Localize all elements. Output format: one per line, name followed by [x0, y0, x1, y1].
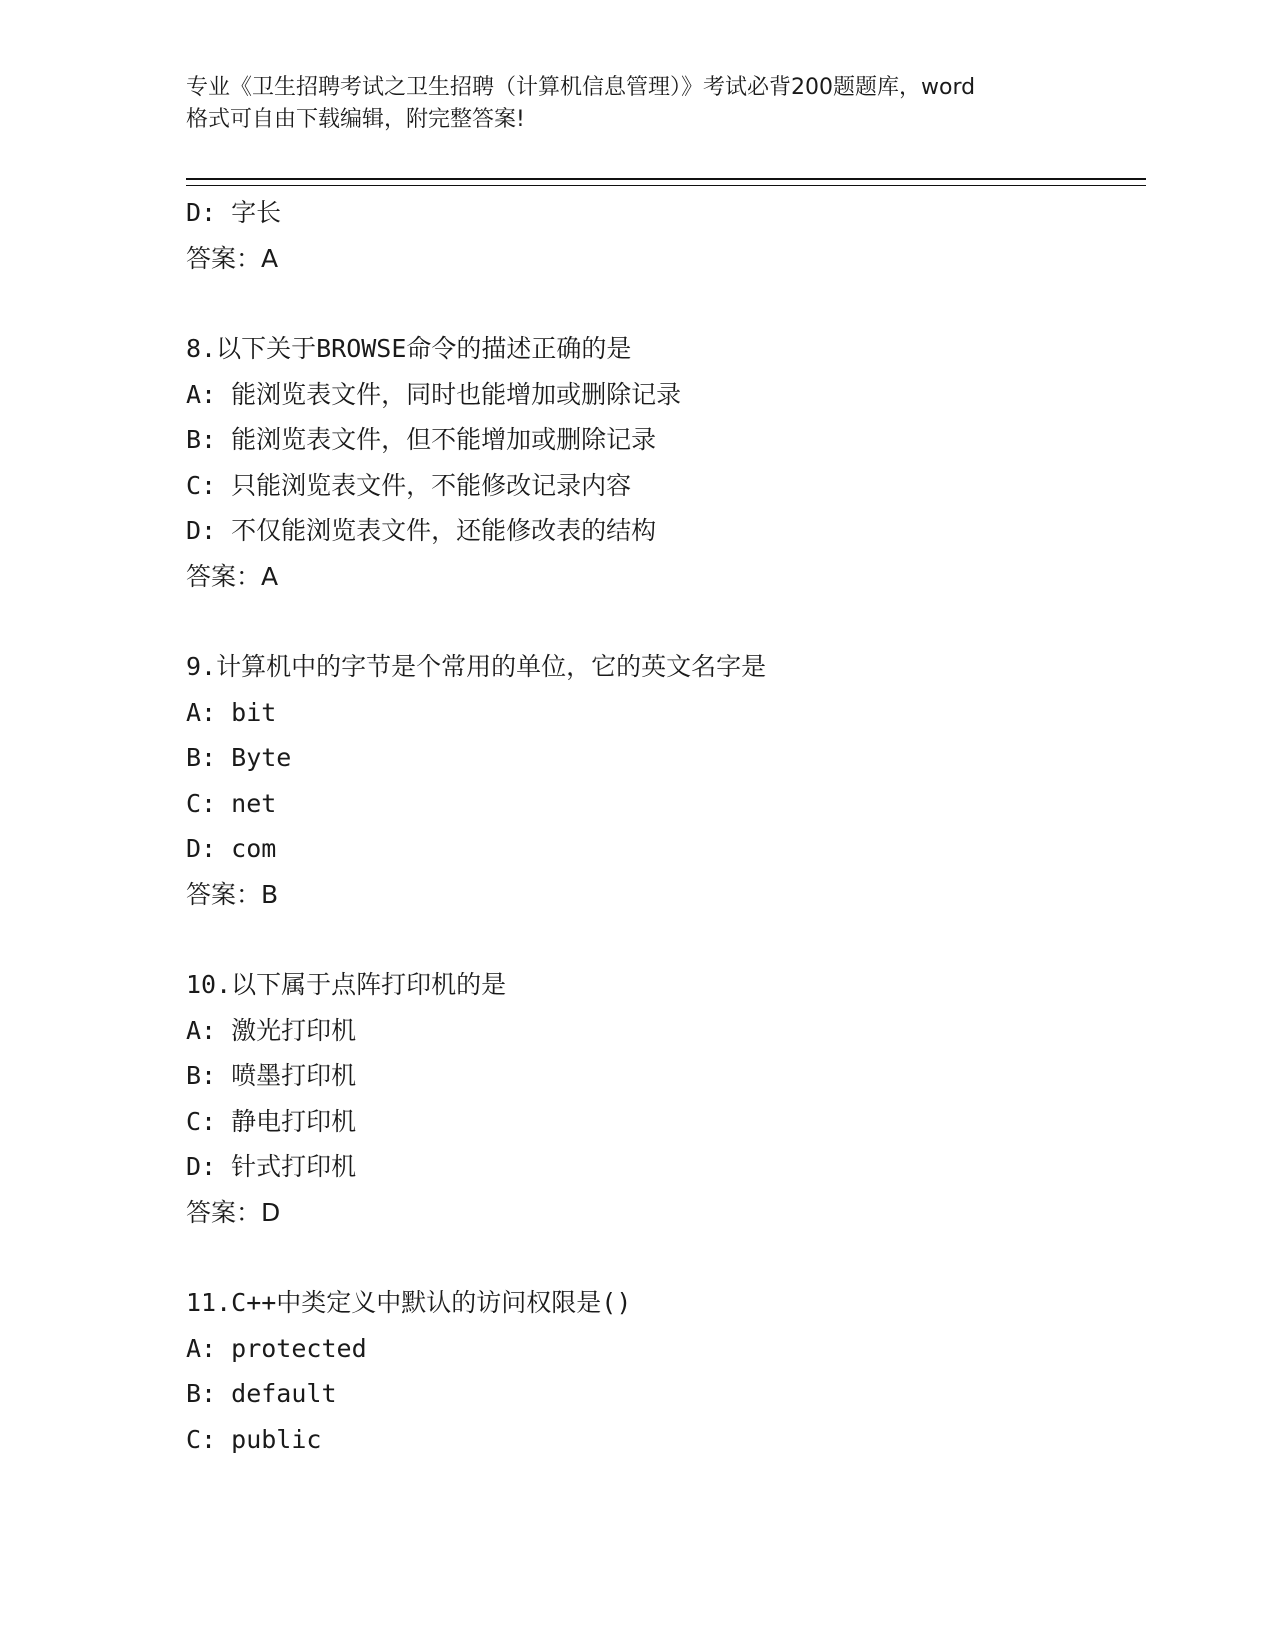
document-header	[186, 72, 1086, 136]
answer-line: 答案：A	[186, 243, 279, 273]
option-b: B: 能浏览表文件，但不能增加或删除记录	[186, 425, 657, 454]
question-content	[186, 190, 1146, 1462]
question-text: 8.以下关于BROWSE命令的描述正确的是	[186, 334, 632, 363]
option-c: C: public	[186, 1424, 322, 1454]
header-line-2: 格式可自由下载编辑，附完整答案!	[186, 107, 525, 132]
option-d: D: 字长	[186, 198, 282, 227]
answer-line: 答案：A	[186, 561, 279, 591]
option-c: C: 静电打印机	[186, 1106, 357, 1136]
question-text: 9.计算机中的字节是个常用的单位，它的英文名字是	[186, 652, 767, 681]
question-9	[186, 644, 1146, 917]
option-a: A: 能浏览表文件，同时也能增加或删除记录	[186, 379, 682, 409]
question-8	[186, 326, 1146, 599]
option-c: C: net	[186, 788, 277, 818]
answer-line: 答案：D	[186, 1197, 281, 1227]
question-text: 10.以下属于点阵打印机的是	[186, 970, 507, 999]
option-a: A: bit	[186, 697, 277, 727]
option-a: A: protected	[186, 1333, 367, 1363]
header-divider	[186, 178, 1146, 186]
partial-question	[186, 190, 1146, 281]
option-d: D: com	[186, 834, 277, 863]
answer-line: 答案：B	[186, 879, 279, 909]
option-b: B: default	[186, 1379, 337, 1408]
option-b: B: 喷墨打印机	[186, 1061, 357, 1090]
option-c: C: 只能浏览表文件，不能修改记录内容	[186, 470, 632, 500]
question-text: 11.C++中类定义中默认的访问权限是()	[186, 1288, 632, 1317]
option-d: D: 不仅能浏览表文件，还能修改表的结构	[186, 516, 657, 545]
question-11	[186, 1280, 1146, 1462]
question-10	[186, 962, 1146, 1235]
option-d: D: 针式打印机	[186, 1152, 357, 1181]
option-b: B: Byte	[186, 743, 292, 772]
option-a: A: 激光打印机	[186, 1015, 357, 1045]
header-line-1: 专业《卫生招聘考试之卫生招聘（计算机信息管理）》考试必背200题题库，word	[186, 75, 976, 100]
